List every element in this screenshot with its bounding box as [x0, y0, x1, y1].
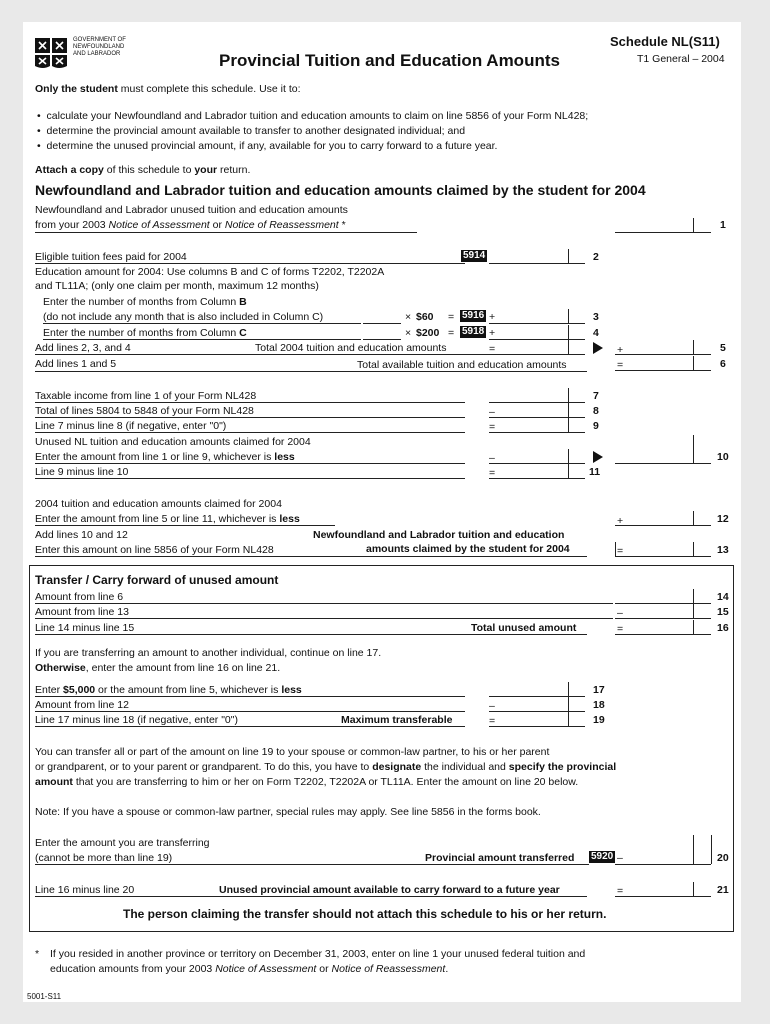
line19-equals: =	[489, 715, 496, 727]
transfer-instruction-b	[35, 662, 280, 674]
line16-field[interactable]	[615, 620, 711, 635]
section1-heading: Newfoundland and Labrador tuition and education amounts claimed by the student for 2004	[35, 182, 646, 198]
line19-number: 19	[593, 714, 605, 726]
months-c-field[interactable]	[363, 325, 401, 340]
line6-equals: =	[617, 359, 624, 371]
line13-label-c: Newfoundland and Labrador tuition and education	[313, 529, 565, 541]
line5-sub-field[interactable]	[489, 340, 585, 355]
designate-b-mid: the individual and	[421, 761, 509, 773]
attach-bold2: your	[194, 164, 218, 176]
footnote-b-it1: Notice of Assessment	[215, 963, 317, 975]
line1-b-mid: or	[209, 219, 225, 231]
rate-60: $60	[416, 311, 434, 323]
line1-field[interactable]	[615, 218, 711, 233]
line7-label: Taxable income from line 1 of your Form NL428	[35, 390, 257, 402]
line15-label: Amount from line 13	[35, 606, 129, 618]
line6-number: 6	[720, 358, 726, 370]
line10-field[interactable]	[615, 449, 711, 464]
line4-cents-divider	[568, 325, 569, 339]
line20-field[interactable]	[615, 835, 711, 865]
line17-number: 17	[593, 684, 605, 696]
line3-times: ×	[405, 311, 412, 323]
months-b-field[interactable]	[363, 309, 401, 324]
designate-c-rest: that you are transferring to him or her on Form T2202, T2202A or TL11A. Enter the amount on line 20 below.	[72, 776, 579, 788]
designate-para-c	[35, 776, 578, 788]
line18-rule	[35, 711, 465, 712]
line21-field[interactable]	[615, 882, 711, 897]
line11-equals: =	[489, 467, 496, 479]
code-5918: 5918	[462, 326, 485, 337]
schedule-label: Schedule NL(S11)	[610, 34, 720, 49]
line8-label: Total of lines 5804 to 5848 of your Form NL428	[35, 405, 254, 417]
otherwise-rest: , enter the amount from line 16 on line 21.	[85, 662, 281, 674]
gov-line-3: AND LABRADOR	[73, 51, 121, 57]
line21-number: 21	[717, 884, 729, 896]
line12-number: 12	[717, 513, 729, 525]
line1-label-b	[35, 219, 346, 231]
education-desc-a: Education amount for 2004: Use columns B and C of forms T2202, T2202A	[35, 266, 385, 278]
line12-less: less	[279, 513, 300, 525]
line13-field[interactable]	[615, 542, 711, 557]
line15-field[interactable]	[615, 604, 711, 619]
line9-cents-divider	[568, 418, 569, 432]
section2-heading: Transfer / Carry forward of unused amount	[35, 573, 279, 587]
line2-number: 2	[593, 251, 599, 263]
form-subtitle: T1 General – 2004	[637, 53, 725, 65]
attach-end: return.	[217, 164, 251, 176]
line8-minus: –	[489, 406, 495, 418]
line19-cents-divider	[568, 712, 569, 726]
line5-label-b: Total 2004 tuition and education amounts	[255, 342, 447, 354]
line3-field[interactable]	[489, 309, 585, 324]
line21-equals: =	[617, 885, 624, 897]
line6-rule	[35, 371, 587, 372]
arrow-right-icon	[593, 342, 603, 354]
arrow-right-icon	[593, 451, 603, 463]
line13-label-a: Add lines 10 and 12	[35, 529, 128, 541]
line15-rule	[35, 618, 613, 619]
designate-c-bold: amount	[35, 776, 73, 788]
line4-rule	[43, 339, 361, 340]
line17-label	[35, 684, 302, 696]
line12-plus: +	[617, 515, 624, 527]
line20-label-c: Provincial amount transferred	[425, 852, 575, 864]
line10-label-b	[35, 451, 295, 463]
form-title: Provincial Tuition and Education Amounts	[219, 51, 560, 70]
bullet-2-text: determine the provincial amount available to transfer to another designated individual; and	[46, 125, 466, 137]
line13-cents-divider	[693, 542, 694, 556]
line7-cents-divider	[568, 388, 569, 402]
line13-left-divider	[615, 542, 616, 556]
line1-b-pre: from your 2003	[35, 219, 109, 231]
line5-equals: =	[489, 343, 496, 355]
col-c: C	[239, 327, 247, 339]
line11-field[interactable]	[489, 464, 585, 479]
line10-label-a: Unused NL tuition and education amounts claimed for 2004	[35, 436, 311, 448]
line17-cents-divider	[568, 682, 569, 696]
line21-rule	[35, 896, 587, 897]
designate-para-b	[35, 761, 616, 773]
line1-label-a: Newfoundland and Labrador unused tuition and education amounts	[35, 204, 348, 216]
line1-number: 1	[720, 219, 726, 231]
line14-field[interactable]	[615, 589, 711, 604]
line12-cents-divider	[693, 511, 694, 525]
line10-minus: –	[489, 452, 495, 464]
line18-label: Amount from line 12	[35, 699, 129, 711]
line13-rule	[35, 556, 587, 557]
footnote-b-pre: education amounts from your 2003	[50, 963, 216, 975]
footnote-b-end: .	[445, 963, 449, 975]
designate-b-pre: or grandparent, or to your parent or grandparent. To do this, you have to	[35, 761, 373, 773]
government-logo	[35, 38, 67, 70]
line14-label: Amount from line 6	[35, 591, 124, 603]
line9-number: 9	[593, 420, 599, 432]
line12-pre: Enter the amount from line 5 or line 11, whichever is	[35, 513, 280, 525]
line17-mid: or the amount from line 5, whichever is	[95, 684, 282, 696]
code-5914: 5914	[463, 250, 486, 261]
line3-plus: +	[489, 311, 496, 323]
line14-cents-divider	[693, 589, 694, 603]
line1-b-star: *	[338, 219, 346, 231]
otherwise-bold: Otherwise	[35, 662, 86, 674]
line11-number: 11	[589, 466, 601, 478]
line1-rule	[35, 232, 417, 233]
line12-label-b	[35, 513, 300, 525]
line10-sub-divider	[568, 449, 569, 463]
line18-cents-divider	[568, 697, 569, 711]
line10-less: less	[274, 451, 295, 463]
line20-minus: –	[617, 852, 623, 864]
line13-number: 13	[717, 544, 729, 556]
line12-rule	[35, 525, 335, 526]
line19-label-b: Maximum transferable	[341, 714, 453, 726]
line5-number: 5	[720, 342, 726, 354]
note-text: Note: If you have a spouse or common-law partner, special rules may apply. See line 5856 in the forms book.	[35, 806, 541, 818]
line6-label-b: Total available tuition and education amounts	[357, 359, 567, 371]
footnote-b-mid: or	[316, 963, 332, 975]
line13-equals: =	[617, 545, 624, 557]
line18-minus: –	[489, 700, 495, 712]
col-b: B	[239, 296, 247, 308]
line16-cents-divider	[693, 620, 694, 634]
line15-cents-divider	[693, 604, 694, 618]
line1-b-it2: Notice of Reassessment	[224, 219, 339, 231]
bullet-2: • determine the provincial amount available to transfer to another designated individual; and	[37, 125, 466, 137]
line17-bold: $5,000	[63, 684, 96, 696]
footnote-b	[50, 963, 448, 975]
line16-label-b: Total unused amount	[471, 622, 577, 634]
bullet-3-text: determine the unused provincial amount, if any, available for you to carry forward to a future year.	[46, 140, 498, 152]
line20-right-border	[711, 835, 712, 864]
line2-cents-divider	[568, 249, 569, 263]
line4-times: ×	[405, 327, 412, 339]
line21-label-a: Line 16 minus line 20	[35, 884, 135, 896]
line20-cents-divider	[693, 835, 694, 864]
line20-label-a: Enter the amount you are transferring	[35, 837, 210, 849]
line16-number: 16	[717, 622, 729, 634]
line3-rule	[43, 323, 361, 324]
line16-rule	[35, 634, 587, 635]
line1-cents-divider	[693, 218, 694, 232]
line12-field[interactable]	[615, 511, 711, 526]
line5-label-a: Add lines 2, 3, and 4	[35, 342, 131, 354]
designate-para-a: You can transfer all or part of the amount on line 19 to your spouse or common-law partner, to his or her parent	[35, 746, 550, 758]
line19-label: Line 17 minus line 18 (if negative, enter "0")	[35, 714, 238, 726]
line11-rule	[35, 478, 465, 479]
line6-label-a: Add lines 1 and 5	[35, 358, 117, 370]
line12-label-a: 2004 tuition and education amounts claimed for 2004	[35, 498, 282, 510]
education-desc-b: and TL11A; (only one claim per month, maximum 12 months)	[35, 280, 319, 292]
line11-cents-divider	[568, 464, 569, 478]
line3-label-a	[43, 296, 247, 308]
footnote-b-it2: Notice of Reassessment	[331, 963, 446, 975]
line3-label-b: (do not include any month that is also included in Column C)	[43, 311, 324, 323]
line4-field[interactable]	[489, 325, 585, 340]
code-5920: 5920	[591, 851, 614, 862]
line8-field[interactable]	[489, 403, 585, 418]
line10-rule	[35, 463, 465, 464]
line10-number: 10	[717, 451, 729, 463]
form-code: 5001-S11	[27, 992, 62, 1001]
line9-rule	[35, 432, 465, 433]
line13-label-d: amounts claimed by the student for 2004	[366, 543, 570, 555]
line6-field[interactable]	[615, 356, 711, 371]
rate-200: $200	[416, 327, 440, 339]
line9-label: Line 7 minus line 8 (if negative, enter "0")	[35, 420, 227, 432]
footnote-star: *	[35, 948, 40, 960]
line3-number: 3	[593, 311, 599, 323]
line8-number: 8	[593, 405, 599, 417]
line3-pre: Enter the number of months from Column	[43, 296, 240, 308]
line3-cents-divider	[568, 309, 569, 323]
line2-rule	[35, 263, 465, 264]
line4-plus: +	[489, 327, 496, 339]
line14-number: 14	[717, 591, 729, 603]
line16-equals: =	[617, 623, 624, 635]
line20-label-b: (cannot be more than line 19)	[35, 852, 173, 864]
line14-rule	[35, 603, 613, 604]
line7-number: 7	[593, 390, 599, 402]
line2-label: Eligible tuition fees paid for 2004	[35, 251, 187, 263]
line9-field[interactable]	[489, 418, 585, 433]
bullet-1: • calculate your Newfoundland and Labrador tuition and education amounts to claim on line 5856 of your Form NL428;	[37, 110, 589, 122]
line4-number: 4	[593, 327, 599, 339]
line1-b-it1: Notice of Assessment	[108, 219, 210, 231]
line4-label	[43, 327, 247, 339]
line4-pre: Enter the number of months from Column	[43, 327, 240, 339]
line5-cents-divider	[693, 340, 694, 354]
line20-rule	[35, 864, 589, 865]
intro-lead-rest: must complete this schedule. Use it to:	[117, 83, 301, 95]
line21-cents-divider	[693, 882, 694, 896]
line16-label: Line 14 minus line 15	[35, 622, 135, 634]
line13-label-b: Enter this amount on line 5856 of your Form NL428	[35, 544, 274, 556]
line3-equals: =	[448, 311, 455, 323]
line11-label: Line 9 minus line 10	[35, 466, 129, 478]
intro-lead	[35, 83, 301, 95]
line17-field[interactable]	[489, 682, 585, 697]
line17-rule	[35, 696, 465, 697]
line9-equals: =	[489, 421, 496, 433]
line20-number: 20	[717, 852, 729, 864]
line7-rule	[35, 402, 465, 403]
line15-minus: –	[617, 607, 623, 619]
line4-equals: =	[448, 327, 455, 339]
line10-sub-field[interactable]	[489, 449, 585, 464]
line10-cents-divider	[693, 435, 694, 463]
bullet-1-text: calculate your Newfoundland and Labrador tuition and education amounts to claim on line 5856 of your Form NL428;	[46, 110, 589, 122]
line18-number: 18	[593, 699, 605, 711]
line8-rule	[35, 417, 465, 418]
gov-line-2: NEWFOUNDLAND	[73, 44, 125, 50]
bullet-3: • determine the unused provincial amount, if any, available for you to carry forward to a future year.	[37, 140, 498, 152]
line5-plus: +	[617, 344, 624, 356]
line19-field[interactable]	[489, 712, 585, 727]
attach-bold: Attach a copy	[35, 164, 104, 176]
line8-cents-divider	[568, 403, 569, 417]
line5-field[interactable]	[615, 340, 711, 355]
line6-cents-divider	[693, 356, 694, 370]
footnote-a: If you resided in another province or territory on December 31, 2003, enter on line 1 your unused federal tuition and	[50, 948, 586, 960]
intro-lead-bold: Only the student	[35, 83, 118, 95]
line15-number: 15	[717, 606, 729, 618]
line10-pre: Enter the amount from line 1 or line 9, whichever is	[35, 451, 275, 463]
designate-b-bold2: specify the provincial	[508, 761, 617, 773]
transfer-instruction-a: If you are transferring an amount to another individual, continue on line 17.	[35, 647, 382, 659]
designate-b-bold: designate	[372, 761, 422, 773]
line5-sub-divider	[568, 340, 569, 354]
line7-field[interactable]	[489, 388, 585, 403]
form-page	[23, 22, 741, 1002]
line18-field[interactable]	[489, 697, 585, 712]
line21-label-b: Unused provincial amount available to carry forward to a future year	[219, 884, 560, 896]
gov-line-1: GOVERNMENT OF	[73, 37, 126, 43]
final-warning: The person claiming the transfer should not attach this schedule to his or her return.	[123, 907, 607, 921]
line17-less: less	[281, 684, 302, 696]
line17-pre: Enter	[35, 684, 64, 696]
attach-note	[35, 164, 250, 176]
line19-rule	[35, 726, 465, 727]
line2-field[interactable]	[489, 249, 585, 264]
code-5916: 5916	[462, 310, 485, 321]
attach-mid: of this schedule to	[103, 164, 195, 176]
